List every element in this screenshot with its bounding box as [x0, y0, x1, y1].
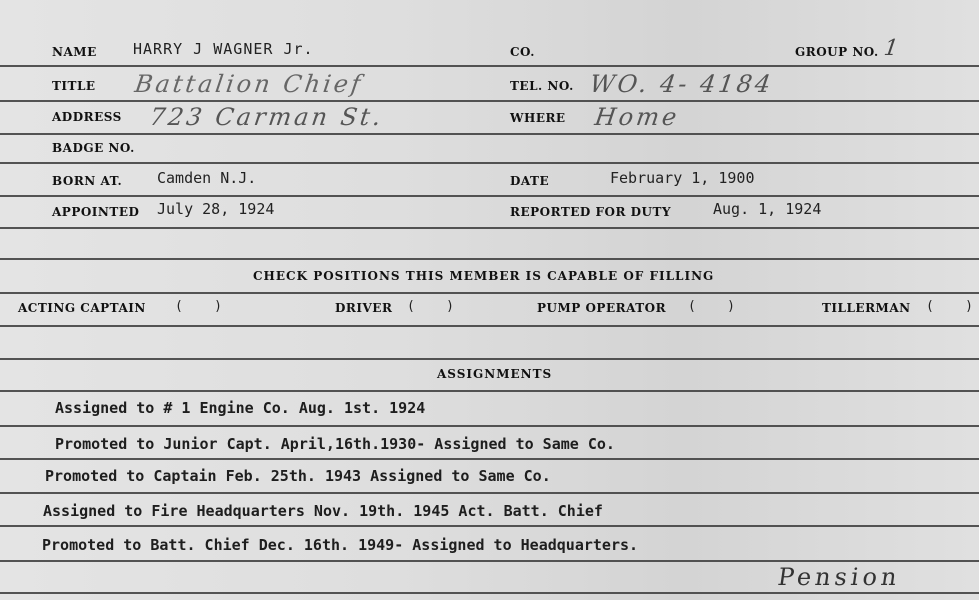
- rule-line: [0, 227, 979, 229]
- acting-captain-checkbox[interactable]: ( ): [175, 299, 222, 314]
- tillerman-checkbox[interactable]: ( ): [926, 299, 973, 314]
- title-value: Battalion Chief: [133, 70, 365, 98]
- rule-line: [0, 258, 979, 260]
- rule-line: [0, 292, 979, 294]
- born-value: Camden N.J.: [157, 169, 257, 187]
- rule-line: [0, 162, 979, 164]
- badge-label: BADGE NO.: [52, 141, 135, 155]
- reported-label: REPORTED FOR DUTY: [510, 205, 672, 219]
- rule-line: [0, 560, 979, 562]
- assignment-line: Assigned to # 1 Engine Co. Aug. 1st. 1924: [55, 399, 426, 417]
- pension-note: Pension: [776, 563, 903, 591]
- where-value: Home: [593, 103, 682, 131]
- rule-line: [0, 390, 979, 392]
- where-label: WHERE: [510, 111, 566, 125]
- assignment-line: Promoted to Junior Capt. April,16th.1930- Assigned to Same Co.: [55, 435, 615, 453]
- group-label: GROUP NO.: [795, 45, 879, 59]
- rule-line: [0, 458, 979, 460]
- date-value: February 1, 1900: [610, 169, 755, 187]
- tel-value: WO. 4- 4184: [588, 70, 776, 98]
- born-label: BORN AT.: [52, 174, 123, 188]
- tel-label: TEL. NO.: [510, 79, 574, 93]
- title-label: TITLE: [52, 79, 96, 93]
- assignment-line: Promoted to Batt. Chief Dec. 16th. 1949- Assigned to Headquarters.: [42, 536, 639, 554]
- rule-line: [0, 100, 979, 102]
- assignments-heading: ASSIGNMENTS: [437, 367, 553, 381]
- pump-operator-checkbox[interactable]: ( ): [688, 299, 735, 314]
- tillerman-label: TILLERMAN: [822, 301, 911, 315]
- address-label: ADDRESS: [52, 110, 122, 124]
- rule-line: [0, 325, 979, 327]
- rule-line: [0, 525, 979, 527]
- rule-line: [0, 358, 979, 360]
- group-value: 1: [882, 36, 903, 61]
- appointed-value: July 28, 1924: [157, 200, 275, 218]
- driver-checkbox[interactable]: ( ): [407, 299, 454, 314]
- driver-label: DRIVER: [335, 301, 393, 315]
- pump-operator-label: PUMP OPERATOR: [537, 301, 667, 315]
- co-label: CO.: [510, 45, 535, 59]
- check-positions-heading: CHECK POSITIONS THIS MEMBER IS CAPABLE OF FILLING: [253, 269, 715, 283]
- rule-line: [0, 195, 979, 197]
- address-value: 723 Carman St.: [148, 103, 386, 131]
- rule-line: [0, 592, 979, 594]
- rule-line: [0, 133, 979, 135]
- rule-line: [0, 65, 979, 67]
- assignment-line: Assigned to Fire Headquarters Nov. 19th. 1945 Act. Batt. Chief: [43, 502, 603, 520]
- name-label: NAME: [52, 45, 97, 59]
- date-label: DATE: [510, 174, 550, 188]
- rule-line: [0, 425, 979, 427]
- reported-value: Aug. 1, 1924: [713, 200, 822, 218]
- name-value: HARRY J WAGNER Jr.: [133, 40, 314, 58]
- assignment-line: Promoted to Captain Feb. 25th. 1943 Assigned to Same Co.: [45, 467, 551, 485]
- rule-line: [0, 492, 979, 494]
- appointed-label: APPOINTED: [52, 205, 140, 219]
- acting-captain-label: ACTING CAPTAIN: [18, 301, 146, 315]
